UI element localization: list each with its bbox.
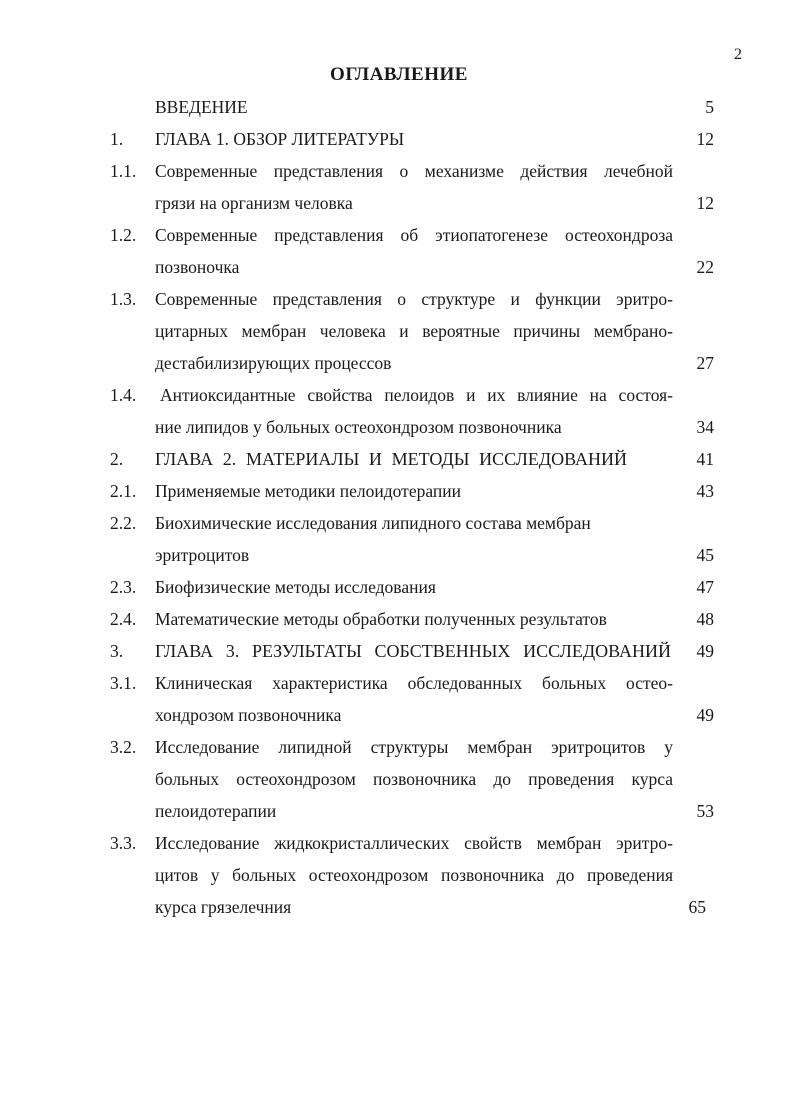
- toc-page: 41: [696, 449, 714, 469]
- toc-number: 2.1.: [110, 481, 137, 501]
- toc-number: 3.2.: [110, 737, 137, 757]
- toc-entry-1-3-line-1: Современные представления о структуре и функции эритро-: [155, 289, 673, 309]
- toc-page: 27: [696, 353, 714, 373]
- toc-number: 1.3.: [110, 289, 137, 309]
- toc-number: 3.3.: [110, 833, 137, 853]
- toc-entry-3-2-line-2: больных остеохондрозом позвоночника до проведения курса: [155, 769, 673, 789]
- toc-entry-1-4-line-2: ние липидов у больных остеохондрозом позвоночника: [155, 417, 562, 437]
- toc-entry-2-3: Биофизические методы исследования: [155, 577, 436, 597]
- toc-entry-1-4-line-1: Антиоксидантные свойства пелоидов и их влияние на состоя-: [160, 385, 673, 405]
- toc-entry-2-1: Применяемые методики пелоидотерапии: [155, 481, 461, 501]
- toc-entry-1-3-line-2: цитарных мембран человека и вероятные причины мембрано-: [155, 321, 673, 341]
- toc-entry-2-4: Математические методы обработки полученных результатов: [155, 609, 607, 629]
- page-number: 2: [734, 46, 742, 63]
- toc-number: 2.4.: [110, 609, 137, 629]
- toc-entry-3-3-line-3: курса грязелечния: [155, 897, 292, 917]
- toc-entry-1-2-line-2: позвоночка: [155, 257, 240, 277]
- toc-number: 2.2.: [110, 513, 137, 533]
- toc-entry-2-2-line-2: эритроцитов: [155, 545, 250, 565]
- toc-page: 49: [696, 705, 714, 725]
- page-title: ОГЛАВЛЕНИЕ: [330, 64, 468, 85]
- toc-entry-3-1-line-1: Клиническая характеристика обследованных больных остео-: [155, 673, 673, 693]
- toc-entry-3-3-line-2: цитов у больных остеохондрозом позвоночника до проведения: [155, 865, 673, 885]
- toc-page: 43: [696, 481, 714, 501]
- toc-entry-1-3-line-3: дестабилизирующих процессов: [155, 353, 392, 373]
- toc-number: 1.4.: [110, 385, 137, 405]
- toc-entry-2-2-line-1: Биохимические исследования липидного состава мембран: [155, 513, 591, 533]
- toc-entry-chapter-1: ГЛАВА 1. ОБЗОР ЛИТЕРАТУРЫ: [155, 129, 405, 149]
- toc-entry-chapter-3: ГЛАВА 3. РЕЗУЛЬТАТЫ СОБСТВЕННЫХ ИССЛЕДОВАНИЙ: [155, 641, 671, 661]
- toc-number: 3.: [110, 641, 124, 661]
- toc-entry-chapter-2: ГЛАВА 2. МАТЕРИАЛЫ И МЕТОДЫ ИССЛЕДОВАНИЙ: [155, 449, 627, 469]
- toc-page: 65: [688, 897, 706, 917]
- toc-page: 49: [696, 641, 714, 661]
- toc-entry-1-1-line-2: грязи на организм человка: [155, 193, 353, 213]
- toc-number: 3.1.: [110, 673, 137, 693]
- toc-number: 2.: [110, 449, 124, 469]
- toc-page: 12: [696, 193, 714, 213]
- toc-page: 48: [696, 609, 714, 629]
- toc-number: 2.3.: [110, 577, 137, 597]
- toc-page: 22: [696, 257, 714, 277]
- toc-entry-1-2-line-1: Современные представления об этиопатогенезе остеохондроза: [155, 225, 673, 245]
- toc-entry-3-1-line-2: хондрозом позвоночника: [155, 705, 342, 725]
- toc-number: 1.: [110, 129, 124, 149]
- toc-entry-1-1-line-1: Современные представления о механизме действия лечебной: [155, 161, 673, 181]
- toc-number: 1.2.: [110, 225, 137, 245]
- toc-entry-3-2-line-3: пелоидотерапии: [155, 801, 277, 821]
- toc-entry-3-3-line-1: Исследование жидкокристаллических свойств мембран эритро-: [155, 833, 673, 853]
- toc-page: 45: [696, 545, 714, 565]
- toc-page: 12: [696, 129, 714, 149]
- toc-page: 34: [696, 417, 714, 437]
- toc-number: 1.1.: [110, 161, 137, 181]
- toc-entry-introduction: ВВЕДЕНИЕ: [155, 97, 248, 117]
- toc-page: 5: [705, 97, 714, 117]
- toc-page: 53: [696, 801, 714, 821]
- toc-page: 47: [696, 577, 714, 597]
- toc-entry-3-2-line-1: Исследование липидной структуры мембран эритроцитов у: [155, 737, 673, 757]
